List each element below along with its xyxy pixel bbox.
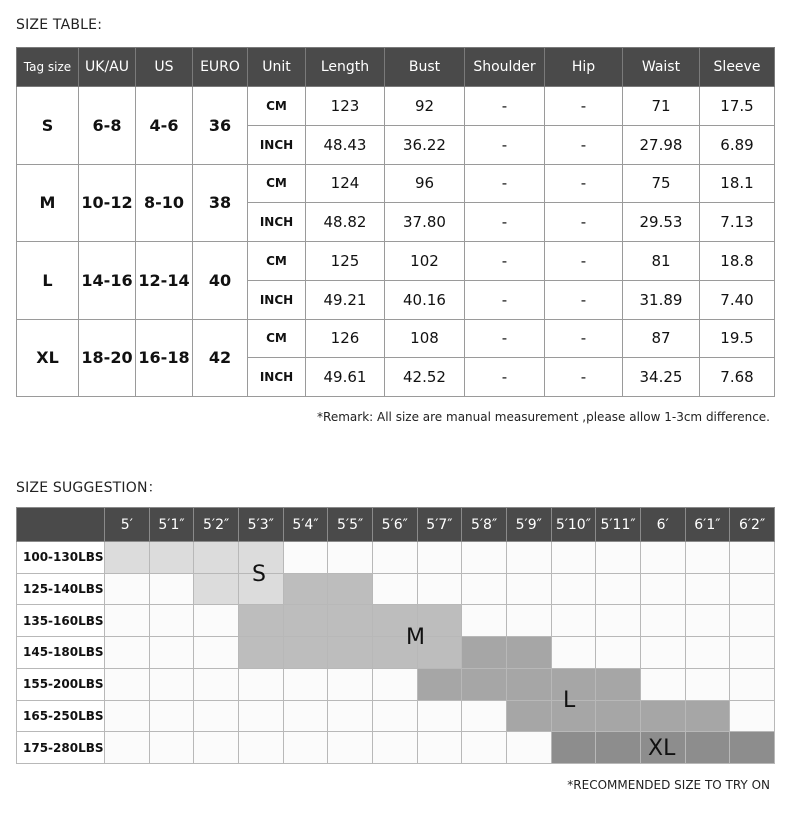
height-header-cell: 6′2″: [730, 508, 775, 542]
grid-cell: [105, 573, 150, 605]
grid-cell: [462, 605, 507, 637]
grid-cell: [194, 573, 239, 605]
length-cell: 49.61: [306, 358, 385, 397]
length-cell: 123: [306, 87, 385, 126]
grid-cell: [730, 668, 775, 700]
weight-label-cell: 145-180LBS: [17, 637, 105, 669]
grid-cell: [149, 542, 194, 574]
grid-cell: [506, 637, 551, 669]
grid-cell: [283, 605, 328, 637]
height-header-cell: 6′: [640, 508, 685, 542]
hip-cell: -: [545, 164, 623, 203]
grid-cell: [194, 605, 239, 637]
grid-cell: [372, 668, 417, 700]
shoulder-cell: -: [465, 203, 545, 242]
tag-size-cell: L: [17, 242, 79, 320]
grid-cell: [640, 700, 685, 732]
height-header-cell: 5′6″: [372, 508, 417, 542]
zone-label-m: M: [406, 625, 425, 650]
hip-cell: -: [545, 125, 623, 164]
weight-row: [17, 668, 775, 700]
grid-cell: [372, 700, 417, 732]
tag-size-cell: S: [17, 87, 79, 165]
grid-cell: [194, 732, 239, 764]
grid-cell: [149, 637, 194, 669]
length-cell: 49.21: [306, 280, 385, 319]
unit-cell: INCH: [248, 358, 306, 397]
grid-cell: [417, 573, 462, 605]
height-header-cell: 5′11″: [596, 508, 641, 542]
grid-cell: [105, 700, 150, 732]
sleeve-cell: 18.1: [700, 164, 775, 203]
unit-cell: CM: [248, 319, 306, 358]
height-header-cell: 5′: [105, 508, 150, 542]
height-header-cell: 5′5″: [328, 508, 373, 542]
height-header-cell: 5′9″: [506, 508, 551, 542]
grid-cell: [506, 542, 551, 574]
weight-row: [17, 637, 775, 669]
grid-cell: [328, 542, 373, 574]
weight-row: [17, 700, 775, 732]
grid-cell: [596, 637, 641, 669]
euro-cell: 38: [193, 164, 248, 242]
grid-cell: [596, 605, 641, 637]
header-shoulder: Shoulder: [465, 48, 545, 87]
grid-cell: [551, 637, 596, 669]
sleeve-cell: 7.40: [700, 280, 775, 319]
header-uk-au: UK/AU: [79, 48, 136, 87]
sleeve-cell: 6.89: [700, 125, 775, 164]
uk-au-cell: 18-20: [79, 319, 136, 397]
grid-cell: [551, 542, 596, 574]
waist-cell: 81: [623, 242, 700, 281]
shoulder-cell: -: [465, 242, 545, 281]
uk-au-cell: 14-16: [79, 242, 136, 320]
grid-cell: [283, 542, 328, 574]
recommend-note: *RECOMMENDED SIZE TO TRY ON: [567, 778, 770, 792]
waist-cell: 31.89: [623, 280, 700, 319]
grid-cell: [149, 700, 194, 732]
grid-cell: [462, 573, 507, 605]
unit-cell: CM: [248, 164, 306, 203]
size-table-title: SIZE TABLE:: [16, 17, 103, 33]
grid-cell: [238, 700, 283, 732]
uk-au-cell: 6-8: [79, 87, 136, 165]
grid-cell: [283, 732, 328, 764]
grid-cell: [105, 637, 150, 669]
size-suggestion-title: SIZE SUGGESTION：: [16, 480, 162, 496]
height-header-cell: 5′10″: [551, 508, 596, 542]
bust-cell: 42.52: [385, 358, 465, 397]
grid-cell: [194, 542, 239, 574]
grid-cell: [551, 605, 596, 637]
grid-cell: [417, 732, 462, 764]
uk-au-cell: 10-12: [79, 164, 136, 242]
height-header-cell: 6′1″: [685, 508, 730, 542]
grid-cell: [238, 605, 283, 637]
grid-cell: [640, 637, 685, 669]
us-cell: 16-18: [136, 319, 193, 397]
grid-cell: [506, 732, 551, 764]
waist-cell: 71: [623, 87, 700, 126]
weight-label-cell: 175-280LBS: [17, 732, 105, 764]
header-waist: Waist: [623, 48, 700, 87]
height-header-cell: 5′3″: [238, 508, 283, 542]
header-bust: Bust: [385, 48, 465, 87]
grid-cell: [730, 732, 775, 764]
grid-cell: [238, 668, 283, 700]
waist-cell: 87: [623, 319, 700, 358]
grid-cell: [105, 668, 150, 700]
header-unit: Unit: [248, 48, 306, 87]
grid-cell: [685, 732, 730, 764]
grid-cell: [328, 668, 373, 700]
grid-cell: [685, 668, 730, 700]
us-cell: 12-14: [136, 242, 193, 320]
grid-cell: [640, 668, 685, 700]
grid-cell: [328, 700, 373, 732]
measurement-remark: *Remark: All size are manual measurement ,please allow 1-3cm difference.: [317, 410, 770, 424]
grid-cell: [730, 573, 775, 605]
header-tag-size: Tag size: [17, 48, 79, 87]
shoulder-cell: -: [465, 125, 545, 164]
euro-cell: 36: [193, 87, 248, 165]
grid-cell: [596, 700, 641, 732]
shoulder-cell: -: [465, 164, 545, 203]
bust-cell: 102: [385, 242, 465, 281]
grid-cell: [238, 637, 283, 669]
grid-cell: [328, 573, 373, 605]
grid-cell: [462, 732, 507, 764]
length-cell: 48.43: [306, 125, 385, 164]
grid-cell: [149, 605, 194, 637]
sleeve-cell: 7.68: [700, 358, 775, 397]
weight-label-cell: 125-140LBS: [17, 573, 105, 605]
bust-cell: 37.80: [385, 203, 465, 242]
weight-row: [17, 542, 775, 574]
grid-cell: [194, 700, 239, 732]
grid-cell: [640, 542, 685, 574]
tag-size-cell: XL: [17, 319, 79, 397]
hip-cell: -: [545, 87, 623, 126]
grid-cell: [328, 637, 373, 669]
grid-cell: [596, 732, 641, 764]
hip-cell: -: [545, 203, 623, 242]
grid-cell: [194, 637, 239, 669]
height-header-cell: 5′2″: [194, 508, 239, 542]
weight-label-cell: 100-130LBS: [17, 542, 105, 574]
grid-cell: [730, 700, 775, 732]
length-cell: 126: [306, 319, 385, 358]
shoulder-cell: -: [465, 358, 545, 397]
size-suggestion-grid: [16, 507, 775, 764]
size-table-header-row: [17, 48, 775, 87]
grid-cell: [506, 605, 551, 637]
grid-cell: [194, 668, 239, 700]
shoulder-cell: -: [465, 87, 545, 126]
corner-header-cell: [17, 508, 105, 542]
grid-cell: [462, 637, 507, 669]
grid-cell: [283, 637, 328, 669]
tag-size-cell: M: [17, 164, 79, 242]
bust-cell: 36.22: [385, 125, 465, 164]
grid-cell: [105, 732, 150, 764]
grid-cell: [462, 542, 507, 574]
waist-cell: 27.98: [623, 125, 700, 164]
hip-cell: -: [545, 358, 623, 397]
grid-cell: [105, 542, 150, 574]
grid-cell: [105, 605, 150, 637]
header-sleeve: Sleeve: [700, 48, 775, 87]
weight-label-cell: 135-160LBS: [17, 605, 105, 637]
grid-cell: [685, 542, 730, 574]
header-hip: Hip: [545, 48, 623, 87]
grid-cell: [283, 700, 328, 732]
hip-cell: -: [545, 319, 623, 358]
weight-label-cell: 155-200LBS: [17, 668, 105, 700]
sleeve-cell: 18.8: [700, 242, 775, 281]
sleeve-cell: 17.5: [700, 87, 775, 126]
grid-cell: [506, 573, 551, 605]
height-header-cell: 5′1″: [149, 508, 194, 542]
header-length: Length: [306, 48, 385, 87]
weight-row: [17, 573, 775, 605]
sleeve-cell: 19.5: [700, 319, 775, 358]
unit-cell: INCH: [248, 203, 306, 242]
grid-cell: [417, 542, 462, 574]
table-row: [17, 164, 775, 203]
grid-cell: [730, 637, 775, 669]
grid-cell: [149, 668, 194, 700]
grid-cell: [685, 605, 730, 637]
bust-cell: 92: [385, 87, 465, 126]
grid-cell: [506, 700, 551, 732]
grid-cell: [551, 732, 596, 764]
grid-cell: [685, 573, 730, 605]
grid-cell: [551, 573, 596, 605]
unit-cell: CM: [248, 242, 306, 281]
hip-cell: -: [545, 280, 623, 319]
table-row: [17, 87, 775, 126]
unit-cell: CM: [248, 87, 306, 126]
height-header-row: [17, 508, 775, 542]
grid-cell: [238, 732, 283, 764]
shoulder-cell: -: [465, 319, 545, 358]
grid-cell: [685, 700, 730, 732]
header-euro: EURO: [193, 48, 248, 87]
grid-cell: [596, 542, 641, 574]
shoulder-cell: -: [465, 280, 545, 319]
grid-cell: [640, 605, 685, 637]
grid-cell: [328, 732, 373, 764]
table-row: [17, 319, 775, 358]
header-us: US: [136, 48, 193, 87]
height-header-cell: 5′8″: [462, 508, 507, 542]
bust-cell: 108: [385, 319, 465, 358]
grid-cell: [462, 700, 507, 732]
length-cell: 48.82: [306, 203, 385, 242]
grid-cell: [640, 573, 685, 605]
zone-label-xl: XL: [648, 736, 676, 761]
unit-cell: INCH: [248, 280, 306, 319]
grid-cell: [730, 542, 775, 574]
height-header-cell: 5′7″: [417, 508, 462, 542]
grid-cell: [596, 573, 641, 605]
grid-cell: [328, 605, 373, 637]
height-header-cell: 5′4″: [283, 508, 328, 542]
zone-label-l: L: [563, 688, 576, 713]
grid-cell: [372, 542, 417, 574]
grid-cell: [506, 668, 551, 700]
size-table: [16, 47, 775, 397]
grid-cell: [462, 668, 507, 700]
bust-cell: 96: [385, 164, 465, 203]
grid-cell: [149, 573, 194, 605]
bust-cell: 40.16: [385, 280, 465, 319]
sleeve-cell: 7.13: [700, 203, 775, 242]
weight-row: [17, 605, 775, 637]
us-cell: 8-10: [136, 164, 193, 242]
grid-cell: [417, 700, 462, 732]
euro-cell: 42: [193, 319, 248, 397]
grid-cell: [149, 732, 194, 764]
length-cell: 124: [306, 164, 385, 203]
grid-cell: [730, 605, 775, 637]
weight-label-cell: 165-250LBS: [17, 700, 105, 732]
grid-cell: [283, 668, 328, 700]
euro-cell: 40: [193, 242, 248, 320]
waist-cell: 34.25: [623, 358, 700, 397]
zone-label-s: S: [252, 562, 266, 587]
hip-cell: -: [545, 242, 623, 281]
waist-cell: 29.53: [623, 203, 700, 242]
grid-cell: [685, 637, 730, 669]
grid-cell: [596, 668, 641, 700]
grid-cell: [372, 573, 417, 605]
waist-cell: 75: [623, 164, 700, 203]
grid-cell: [283, 573, 328, 605]
length-cell: 125: [306, 242, 385, 281]
grid-cell: [417, 668, 462, 700]
grid-cell: [372, 732, 417, 764]
us-cell: 4-6: [136, 87, 193, 165]
table-row: [17, 242, 775, 281]
unit-cell: INCH: [248, 125, 306, 164]
